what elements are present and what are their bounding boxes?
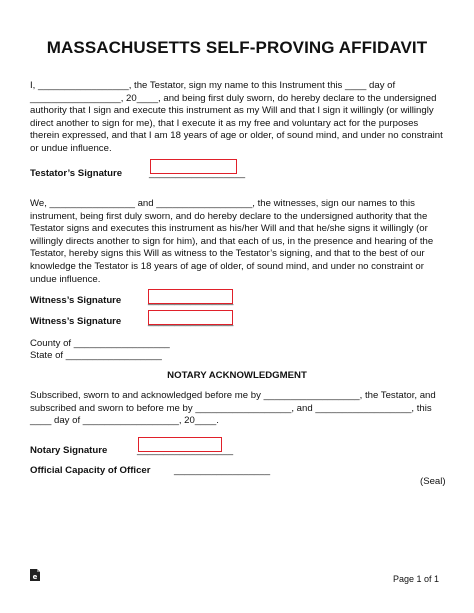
notary-signature-field[interactable] [138,437,222,452]
official-capacity-label: Official Capacity of Officer [30,465,151,476]
testator-signature-line: __________________ [149,168,246,179]
testator-signature-label: Testator’s Signature [30,168,123,179]
testator-paragraph: I, _________________, the Testator, sign my name to this Instrument this ____ day of _________________, 20____, and being first duly sworn, do hereby declare to the undersigned authority that I sign and execute this instrument as my Will and that I sign it willingly (or willingly direct another to sign for me), that I execute it as my free and voluntary act for the purposes therein expressed, and that I am 18 years of age or older, of sound mind, and under no constraint or undue influence. [30,80,443,154]
notary-heading: NOTARY ACKNOWLEDGMENT [167,370,307,381]
notary-signature-label: Notary Signature [30,445,108,456]
document-title: MASSACHUSETTS SELF-PROVING AFFIDAVIT [46,38,428,57]
witness-paragraph: We, ________________ and __________________, the witnesses, sign our names to this instrument, being first duly sworn, and do hereby declare to the undersigned authority that the Testator signs and executes this instrument as his/her Will and that he/she signs it willingly (or willingly directs another to sign for him), and that each of us, in the presence and hearing of the Testator, hereby signs this Will as witness to the Testator’s signing, and that to the best of our knowledge the Testator is 18 years of age of older, of sound mind, and under no constraint or undue influence. [30,198,434,285]
state-line: State of __________________ [30,350,162,361]
witness-signature-label-1: Witness’s Signature [30,295,122,306]
witness-signature-field-2[interactable] [148,310,233,325]
county-line: County of __________________ [30,338,170,349]
page-number: Page 1 of 1 [393,574,440,584]
testator-signature-field[interactable] [150,159,237,174]
notary-signature-line: __________________ [137,445,234,456]
svg-text:e: e [32,573,38,581]
witness-signature-line-1: ________________ [148,295,234,306]
notary-paragraph: Subscribed, sworn to and acknowledged before me by __________________, the Testator, and subscribed and sworn to before me by __________________, and __________________, this ____ day of __________________, 20____. [30,390,436,427]
seal-label: (Seal) [420,476,446,487]
witness-signature-line-2: ________________ [148,316,234,327]
official-capacity-line: __________________ [174,465,271,476]
document-logo-icon [29,568,41,580]
witness-signature-label-2: Witness’s Signature [30,316,122,327]
witness-signature-field-1[interactable] [148,289,233,304]
